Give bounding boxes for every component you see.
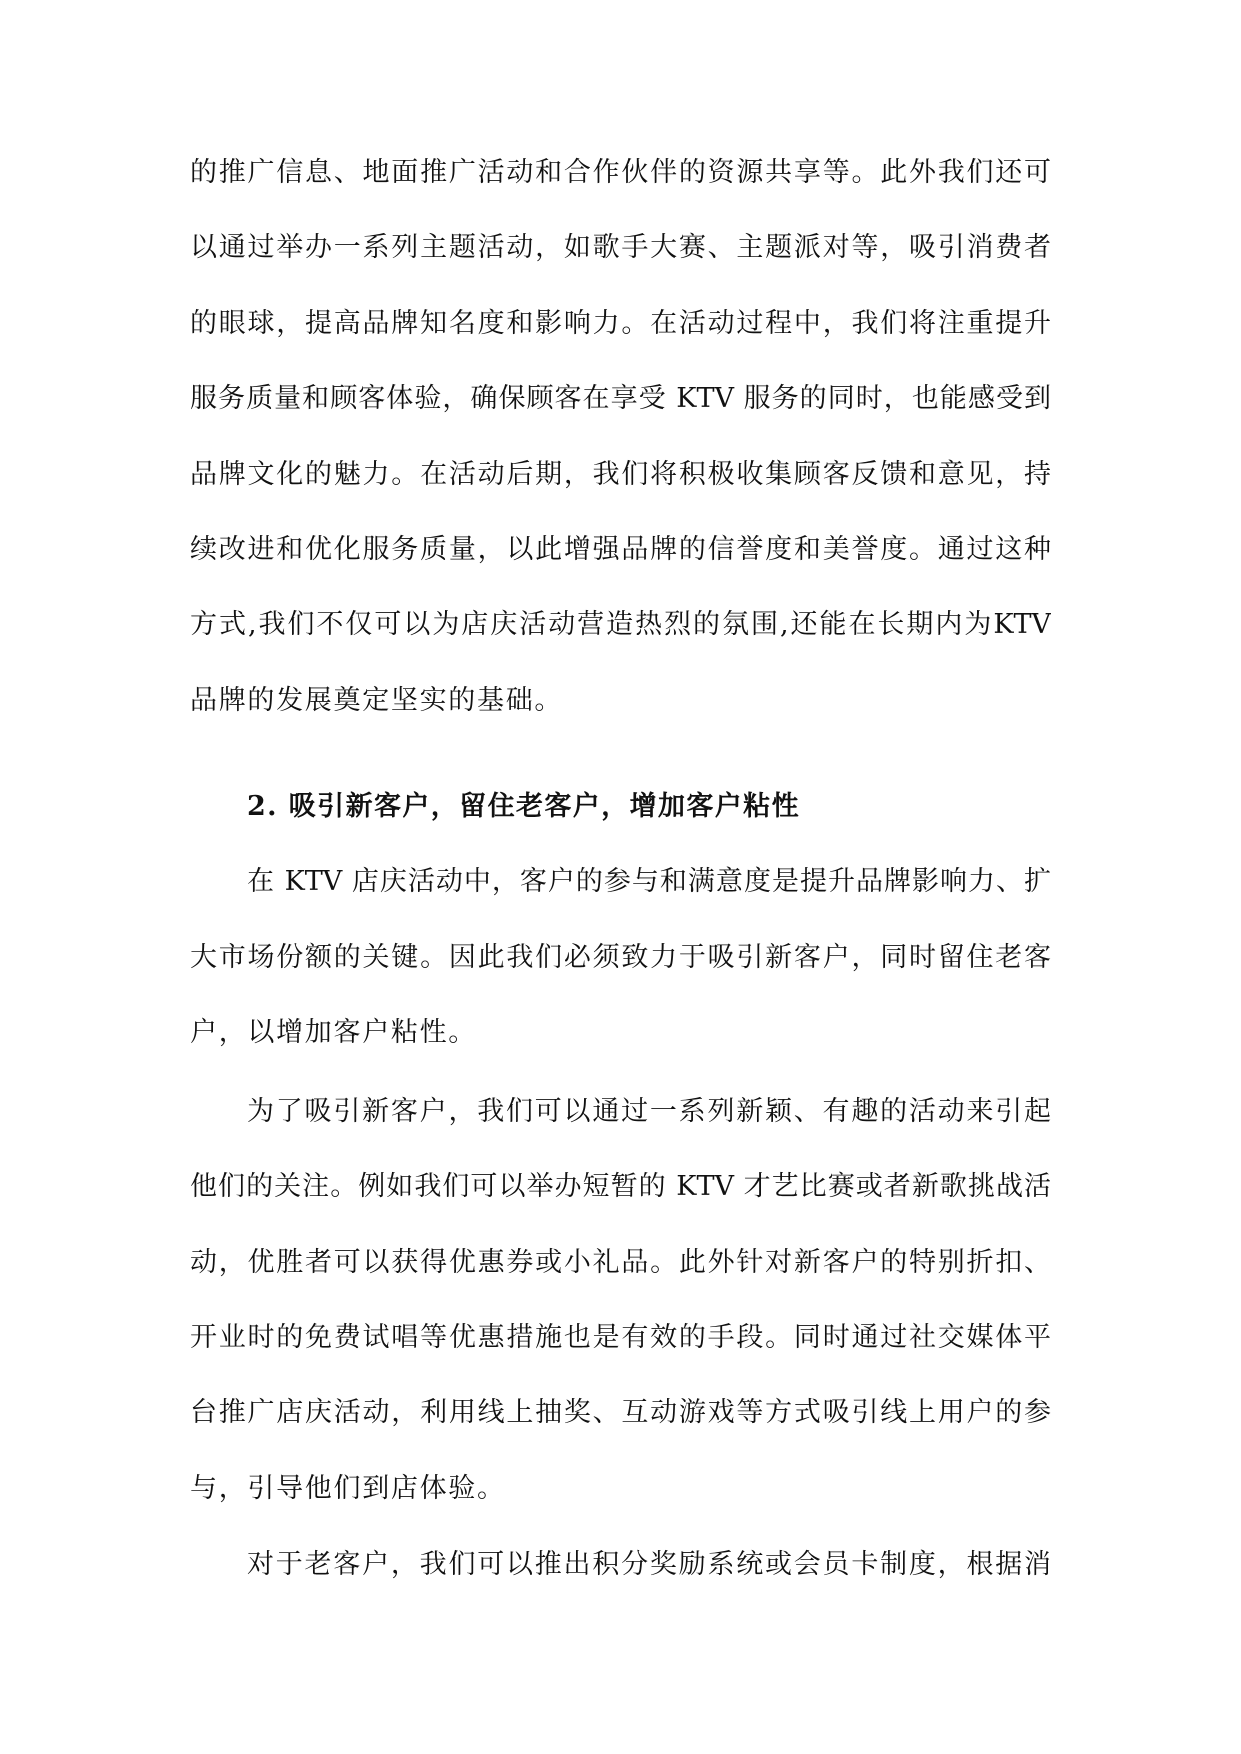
- body-paragraph: [190, 1074, 1051, 1526]
- paragraph-line: 户，以增加客户粘性。: [190, 1017, 477, 1049]
- body-paragraph: [190, 844, 1051, 1070]
- paragraph-line: 开业时的免费试唱等优惠措施也是有效的手段。同时通过社交媒体平: [190, 1322, 1051, 1354]
- paragraph-line: 他们的关注。例如我们可以举办短暂的 KTV 才艺比赛或者新歌挑战活: [190, 1171, 1051, 1203]
- paragraph-line: 以通过举办一系列主题活动，如歌手大赛、主题派对等，吸引消费者: [190, 232, 1051, 264]
- paragraph-line: 大市场份额的关键。因此我们必须致力于吸引新客户，同时留住老客: [190, 941, 1051, 973]
- paragraph-line: 为了吸引新客户，我们可以通过一系列新颖、有趣的活动来引起: [247, 1095, 1051, 1127]
- paragraph-line: 的眼球，提高品牌知名度和影响力。在活动过程中，我们将注重提升: [190, 307, 1051, 339]
- paragraph-line: 的推广信息、地面推广活动和合作伙伴的资源共享等。此外我们还可: [190, 157, 1051, 188]
- section-heading: [190, 769, 1051, 844]
- paragraph-line: 方式,我们不仅可以为店庆活动营造热烈的氛围,还能在长期内为KTV: [190, 609, 1051, 641]
- paragraph-line: 品牌文化的魅力。在活动后期，我们将积极收集顾客反馈和意见，持: [190, 458, 1051, 490]
- paragraph-line: 动，优胜者可以获得优惠券或小礼品。此外针对新客户的特别折扣、: [190, 1246, 1051, 1278]
- body-paragraph: [190, 135, 1051, 738]
- paragraph-line: 服务质量和顾客体验，确保顾客在享受 KTV 服务的同时，也能感受到: [190, 383, 1051, 415]
- paragraph-line: 与，引导他们到店体验。: [190, 1472, 506, 1504]
- paragraph-line: 在 KTV 店庆活动中，客户的参与和满意度是提升品牌影响力、扩: [247, 866, 1051, 898]
- paragraph-line: 台推广店庆活动，利用线上抽奖、互动游戏等方式吸引线上用户的参: [190, 1397, 1051, 1429]
- section-heading-text: 2. 吸引新客户，留住老客户，增加客户粘性: [247, 790, 800, 822]
- paragraph-line: 续改进和优化服务质量，以此增强品牌的信誉度和美誉度。通过这种: [190, 533, 1051, 565]
- body-paragraph: [190, 1527, 1051, 1602]
- paragraph-line: 品牌的发展奠定坚实的基础。: [190, 684, 564, 716]
- paragraph-line: 对于老客户，我们可以推出积分奖励系统或会员卡制度，根据消: [247, 1548, 1051, 1580]
- page-text-body: [190, 135, 1051, 1602]
